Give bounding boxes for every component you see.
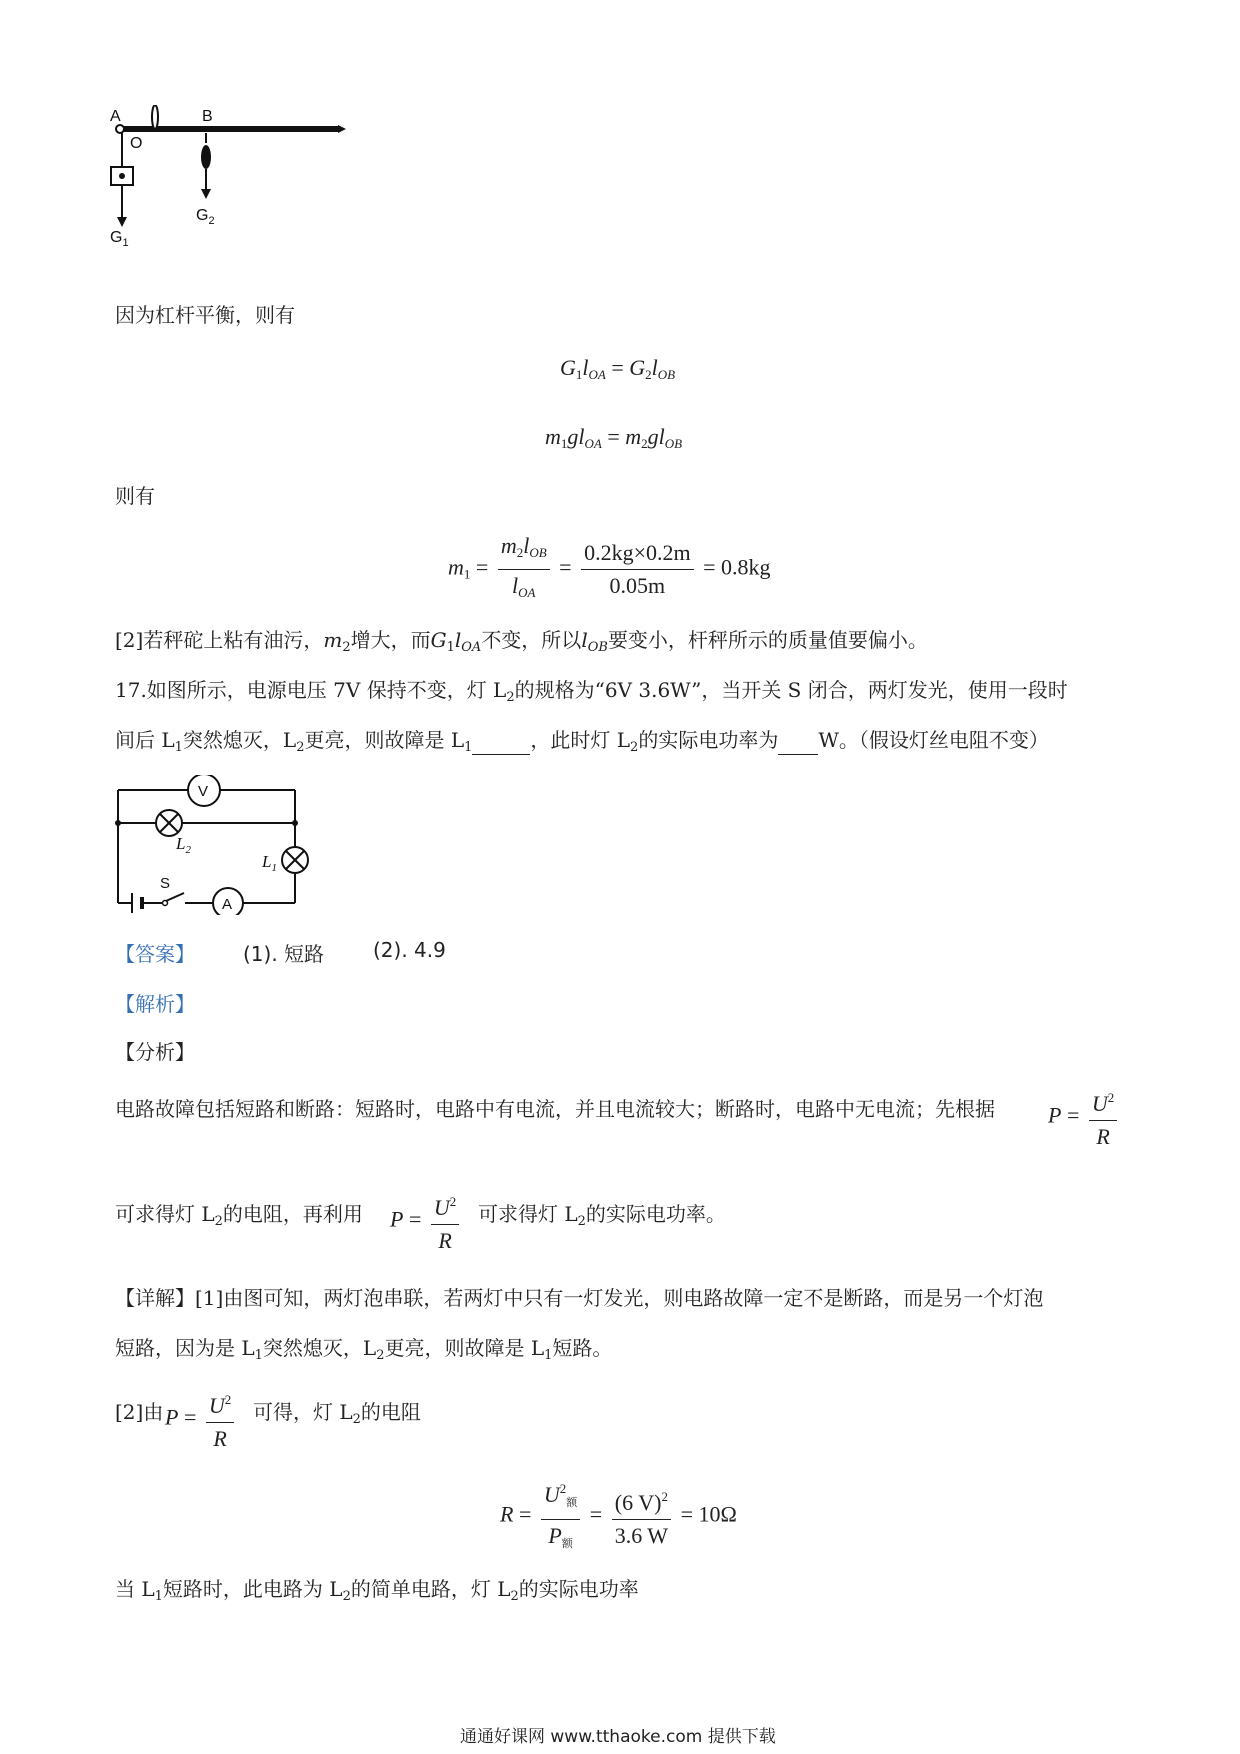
eq3-numerator: 0.2kg×0.2m xyxy=(581,539,694,570)
equation-2: $m_1gl_{OA} = m_2gl_{OB}$ xyxy=(545,424,683,451)
weight-g1-dot xyxy=(119,173,125,179)
lamp-l1 xyxy=(282,847,308,873)
lever-diagram xyxy=(110,105,350,280)
detail-line2: 短路，因为是 $L_1$突然熄灭，$L_2$更亮，则故障是 $L_1$短路。 xyxy=(115,1336,613,1363)
detail-line1: 【详解】[1]由图可知，两灯泡串联，若两灯中只有一灯发光，则电路故障一定不是断路，而是另一个灯泡 xyxy=(115,1286,1044,1310)
label-a: A xyxy=(110,108,121,125)
ammeter-label: A xyxy=(222,896,233,913)
answer-part1: (1). 短路 xyxy=(243,942,325,966)
lever-tip xyxy=(338,125,346,133)
label-g1: $G_1$ xyxy=(110,229,129,249)
answer-label: 【答案】 xyxy=(115,942,195,966)
detail-line3-tail: 可得，灯 $L_2$的电阻 xyxy=(253,1400,421,1427)
balance-statement: 因为杠杆平衡，则有 xyxy=(115,303,295,327)
lamp-l1-label: $L_1$ xyxy=(262,852,277,874)
q17-line1: 17.如图所示，电源电压 7V 保持不变，灯 $L_2$的规格为“6V 3.6W”，当开关 S 闭合，两灯发光，使用一段时 xyxy=(115,678,1068,705)
then-statement: 则有 xyxy=(115,484,155,508)
analysis-label: 【分析】 xyxy=(115,1040,195,1064)
weight-g2-body xyxy=(201,145,211,169)
final-line: 当 $L_1$短路时，此电路为 $L_2$的简单电路，灯 $L_2$的实际电功率 xyxy=(115,1577,639,1604)
label-b: B xyxy=(202,108,213,125)
answer-part2: (2). 4.9 xyxy=(373,938,446,962)
page-footer: 通通好课网 www.tthaoke.com 提供下载 xyxy=(460,1727,776,1747)
junction-dot-right xyxy=(292,820,298,826)
battery xyxy=(132,893,142,913)
lamp-l2 xyxy=(156,810,182,836)
blank-2 xyxy=(778,726,818,755)
detail-line3: [2]由 xyxy=(115,1400,164,1424)
q16-note: [2]若秤砣上粘有油污，$m_2$增大，而$G_1l_{OA}$不变，所以$l_{OB}$要变小，杆秤所示的质量值要偏小。 xyxy=(115,628,928,655)
arrow-g1-head xyxy=(117,217,127,227)
eq3-result: = 0.8kg xyxy=(703,554,771,580)
arrow-g2-head xyxy=(201,189,211,199)
fulcrum-pin xyxy=(152,105,158,129)
blank-1 xyxy=(472,726,530,755)
lamp-l2-label: $L_2$ xyxy=(176,834,191,856)
label-o: O xyxy=(130,135,143,152)
explain-label: 【解析】 xyxy=(115,992,195,1016)
switch-label: S xyxy=(160,875,171,892)
switch-s xyxy=(163,893,185,906)
point-a-pivot xyxy=(116,125,124,133)
voltmeter-label: V xyxy=(198,783,209,800)
detail-formula: P = $\frac{U^2}{R}$ xyxy=(165,1386,238,1453)
q17-line2: 间后 $L_1$突然熄灭，$L_2$更亮，则故障是 $L_1$ ，此时灯 $L_2$的实际电功率为 W。（假设灯丝电阻不变） xyxy=(115,728,1049,755)
resistance-equation: R = $\frac{U^2_额}{P_额}$ = $\frac{(6 V)^2}{3.6 W}$ = 10Ω xyxy=(500,1475,737,1558)
analysis-formula-1: P = $\frac{U^2}{R}$ xyxy=(1048,1084,1121,1151)
analysis-formula-2: P = $\frac{U^2}{R}$ xyxy=(390,1188,463,1255)
analysis-line2: 可求得灯 $L_2$的电阻，再利用 xyxy=(115,1202,363,1229)
junction-dot-left xyxy=(115,820,121,826)
analysis-line2-tail: 可求得灯 $L_2$的实际电功率。 xyxy=(478,1202,726,1229)
equation-1: $G_1l_{OA} = G_2l_{OB}$ xyxy=(560,355,676,382)
circuit-diagram xyxy=(110,775,320,915)
analysis-line1: 电路故障包括短路和断路：短路时，电路中有电流，并且电流较大；断路时，电路中无电流；先根据 xyxy=(115,1097,995,1121)
answer-row xyxy=(115,938,446,967)
eq3-denominator: 0.05m xyxy=(609,573,666,598)
label-g2: $G_2$ xyxy=(196,207,215,227)
equation-3: $m_1$ = $\frac{m_2l_{OB}}{l_{OA}}$ = $\frac{0.2kg\times 0.2m}{0.05m}$ = 0.8kg xyxy=(448,533,771,600)
